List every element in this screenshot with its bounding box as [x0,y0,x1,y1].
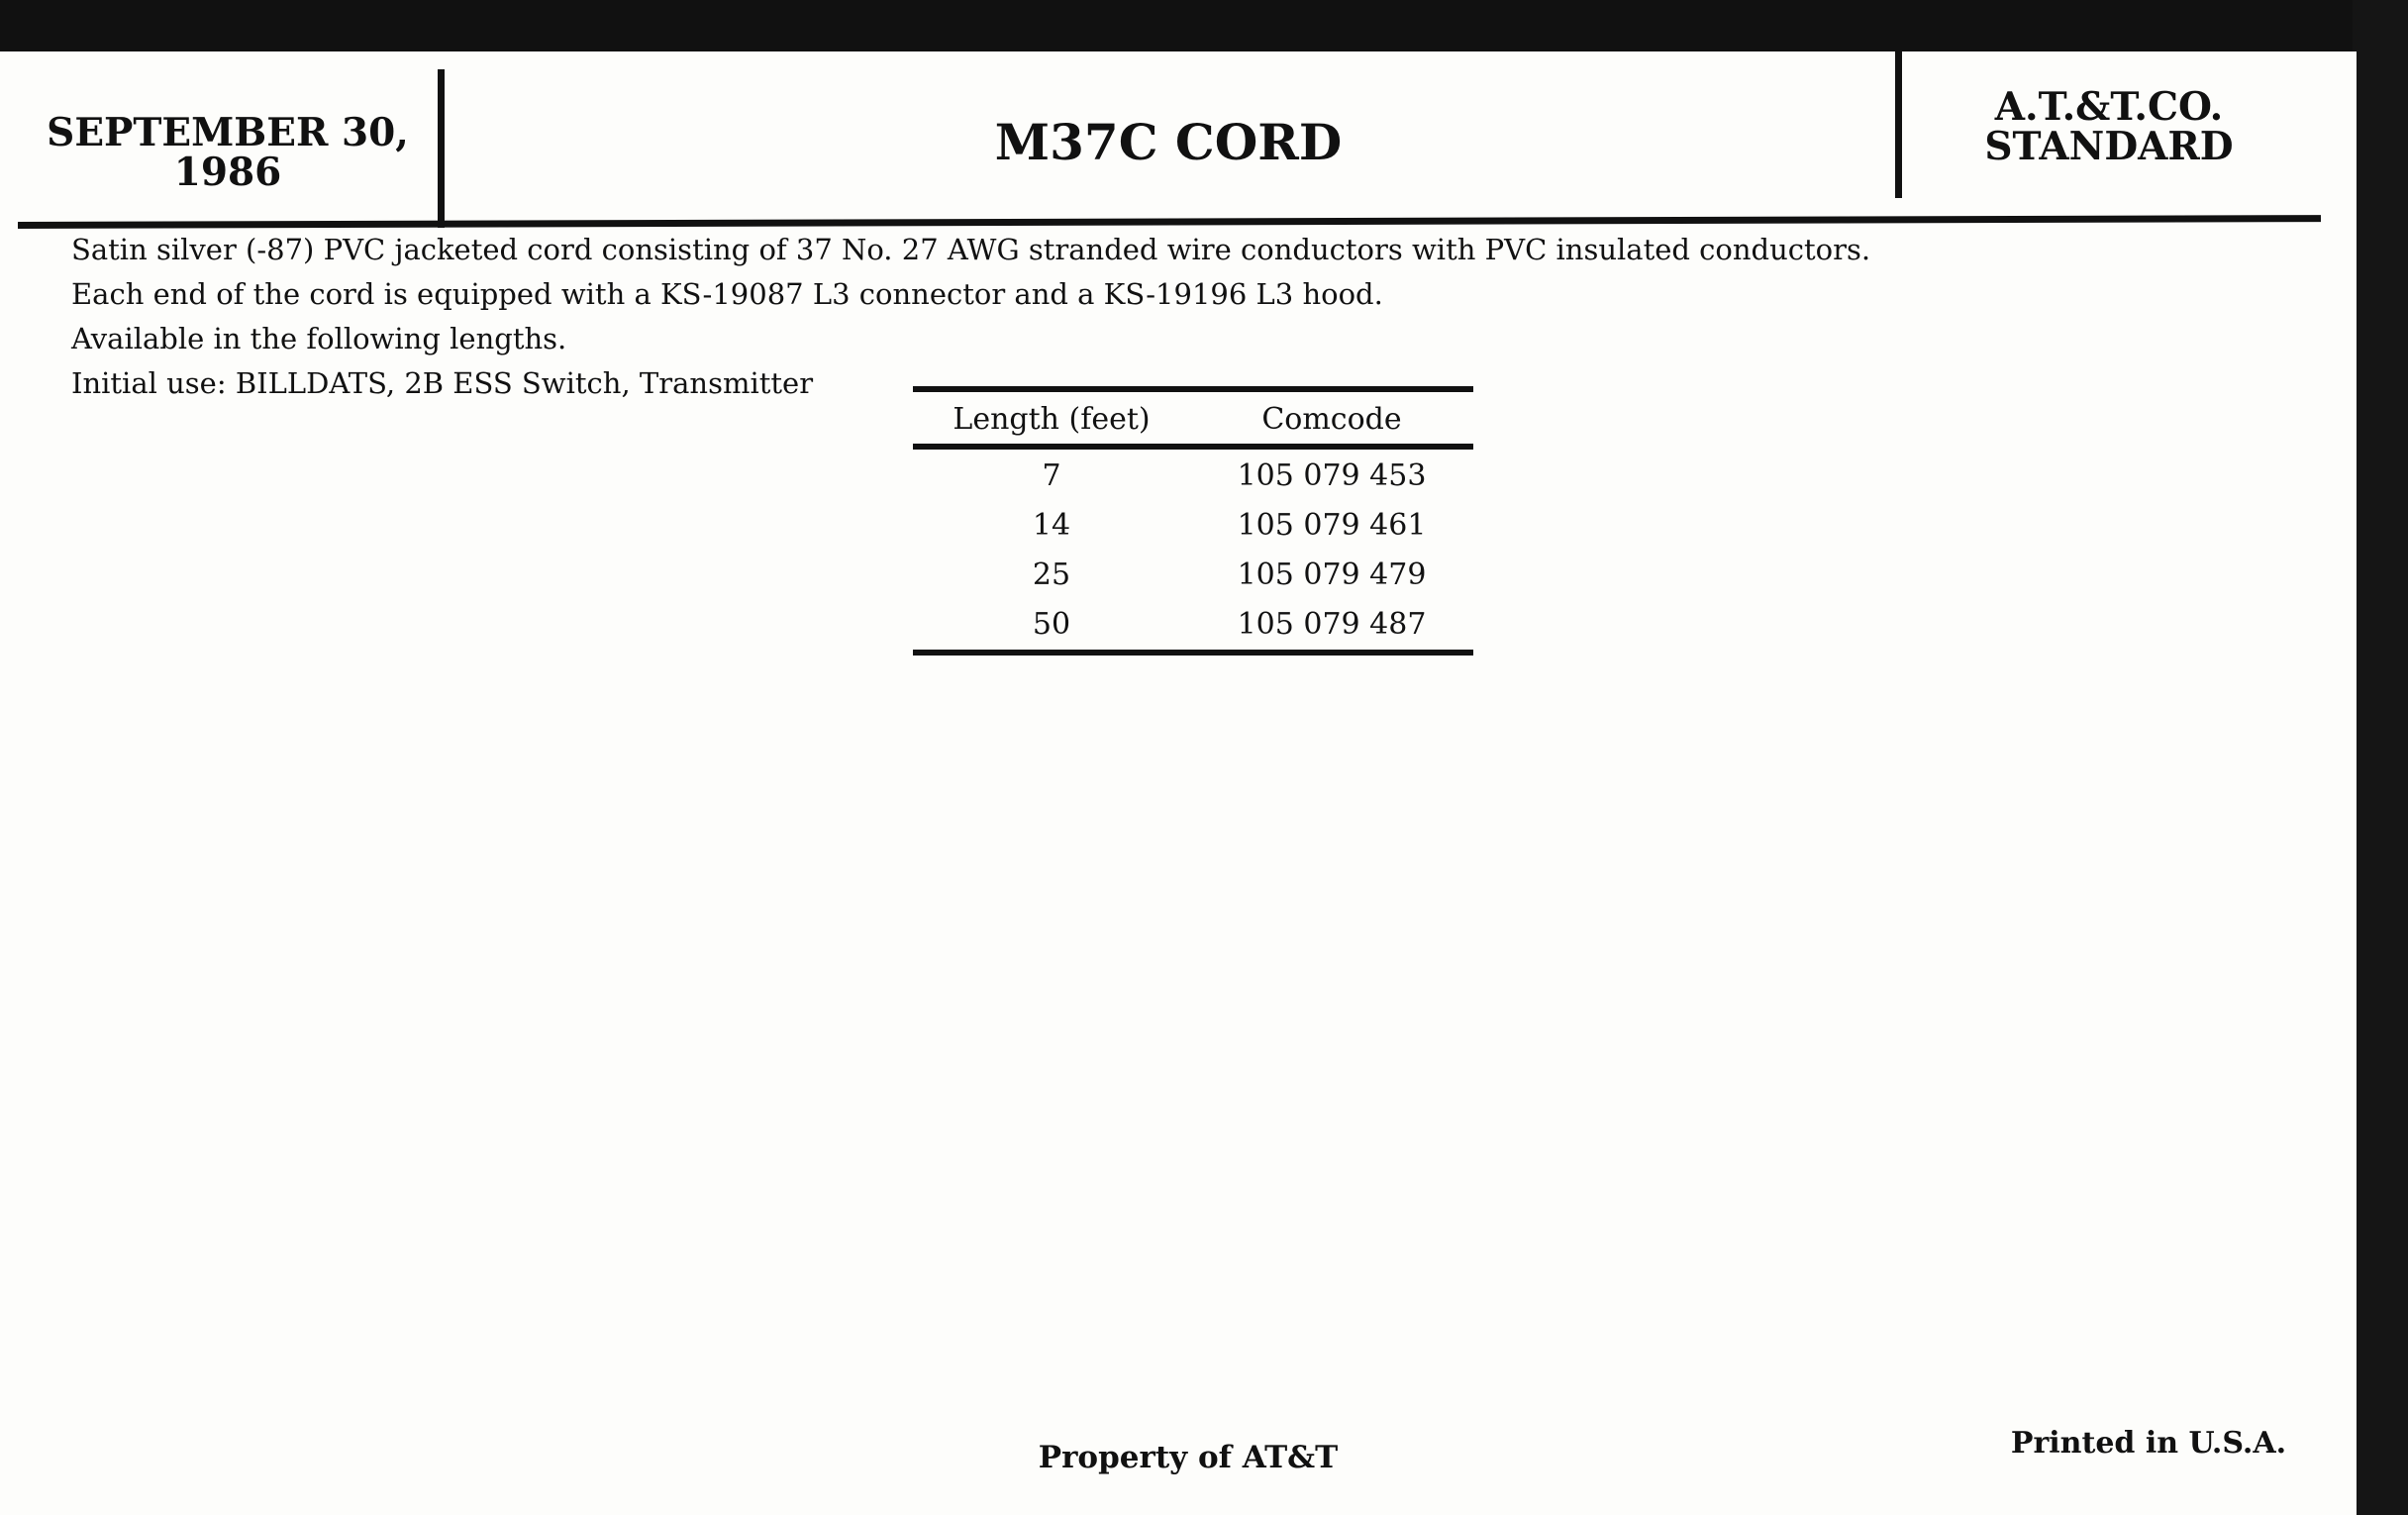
column-header-length: Length (feet) [953,402,1151,437]
length-cell: 50 [1032,607,1071,642]
document-card [0,51,2357,1515]
description-line: Each end of the cord is equipped with a KS-19087 L3 connector and a KS-19196 L3 hood. [71,277,1383,311]
footer-property: Property of AT&T [1038,1440,1339,1475]
lengths-table [913,386,1473,656]
table-header-row [913,392,1473,444]
description [71,228,1953,406]
header-date-line2: 1986 [173,150,282,195]
table-row [913,452,1473,501]
table-bottom-rule [913,650,1473,656]
header-standard [1921,84,2297,169]
comcode-cell: 105 079 461 [1237,508,1427,543]
length-cell: 7 [1042,458,1061,493]
header-standard-line1: A.T.&T.CO. [1994,84,2224,130]
comcode-cell: 105 079 479 [1237,557,1427,592]
length-cell: 14 [1032,508,1071,543]
header-divider-left [438,69,445,228]
comcode-cell: 105 079 453 [1237,458,1427,493]
scan-border-right [2353,0,2408,1515]
page-title: M37C CORD [994,113,1343,171]
description-line: Available in the following lengths. [71,322,567,355]
table-header-rule [913,444,1473,450]
comcode-cell: 105 079 487 [1237,607,1427,642]
length-cell: 25 [1032,557,1071,592]
footer-printed: Printed in U.S.A. [2010,1426,2287,1461]
header-standard-line2: STANDARD [1984,124,2234,169]
column-header-comcode: Comcode [1261,402,1402,437]
header-rule [18,215,2321,229]
header-date-line1: SEPTEMBER 30, [47,110,409,155]
table-row [913,600,1473,650]
table-row [913,501,1473,551]
description-line: Satin silver (-87) PVC jacketed cord consisting of 37 No. 27 AWG stranded wire conductors with PVC insulated conductors. [71,233,1871,266]
header-divider-right [1895,51,1902,198]
scan-border-top [0,0,2408,55]
description-line: Initial use: BILLDATS, 2B ESS Switch, Transmitter [71,366,814,400]
table-row [913,551,1473,600]
header-date [40,110,416,195]
